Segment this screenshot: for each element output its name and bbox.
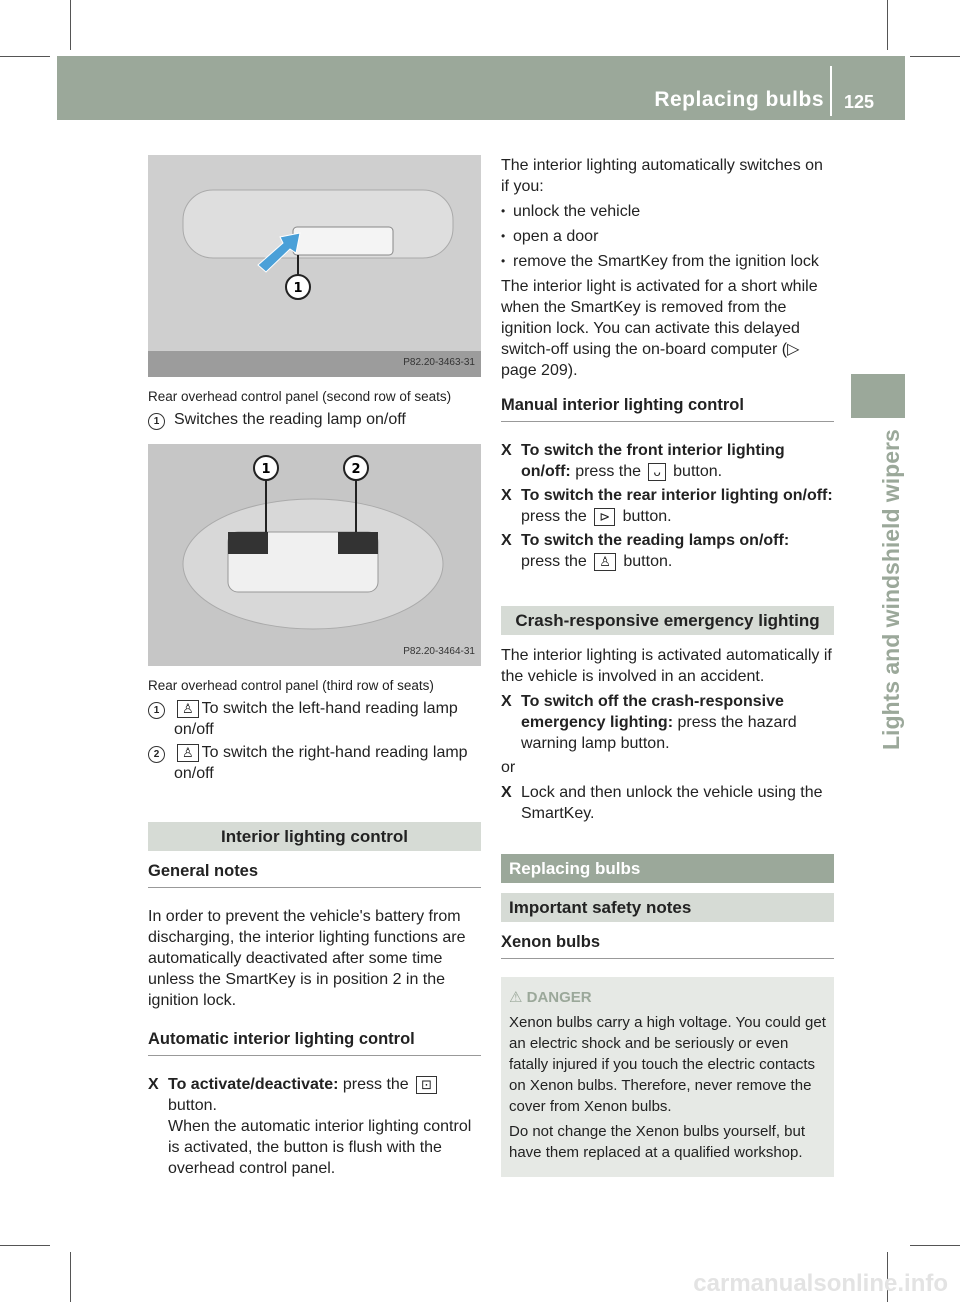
paragraph: In order to prevent the vehicle's battery from discharging, the interior lighting functions are automatically deactivated after some time unless the SmartKey is in position 2 in the ignition lock. (148, 908, 466, 1009)
photo-code: P82.20-3464-31 (403, 646, 475, 657)
callout-number: 1 (148, 702, 165, 719)
overhead-panel-illustration (148, 155, 481, 377)
page-number: 125 (844, 92, 875, 112)
reading-lamp-icon: ♙ (594, 553, 616, 571)
section-heading: Interior lighting control (148, 822, 481, 851)
instruction-step: X To switch the rear interior lighting on/off: press the ⊳ button. (501, 487, 833, 525)
page-reference[interactable]: (▷ page 209). (501, 341, 800, 379)
figure-caption: Rear overhead control panel (second row of seats) (148, 389, 452, 404)
warning-triangle-icon: ⚠ (509, 989, 523, 1006)
callout-number: 2 (148, 746, 165, 763)
step-marker-icon: X (501, 693, 512, 710)
bullet-item: • open a door (501, 228, 599, 245)
legend-text: To switch the right-hand reading lamp on/off (174, 744, 468, 782)
instruction-step: X To switch off the crash-responsive emergency lighting: press the hazard warning lamp button. (501, 693, 797, 752)
paragraph: The interior lighting is activated automatically if the vehicle is involved in an accident. (501, 647, 832, 685)
auto-lighting-icon: ⊡ (416, 1076, 437, 1094)
danger-box: ⚠ DANGER Xenon bulbs carry a high voltage. You could get an electric shock and be seriously or even fatally injured if you touch the electric contacts on Xenon bulbs. Therefore, never remove the cover from Xenon bulbs. Do not change the Xenon bulbs yourself, but have them replaced at a qualified workshop. (501, 977, 834, 1177)
reading-lamp-icon: ♙ (177, 700, 199, 718)
paragraph: Do not change the Xenon bulbs yourself, but have them replaced at a qualified workshop. (509, 1123, 806, 1161)
left-column (148, 155, 481, 1182)
step-marker-icon: X (501, 532, 512, 549)
paragraph: The interior light is activated for a short while when the SmartKey is removed from the ignition lock. You can activate this delayed switch-off using the on-board computer (501, 278, 818, 358)
svg-text:1: 1 (261, 462, 271, 477)
subsection-heading: Automatic interior lighting control (148, 1029, 481, 1056)
section-heading: Important safety notes (501, 893, 834, 922)
watermark: carmanualsonline.info (693, 1270, 948, 1297)
callout-number: 1 (148, 413, 165, 430)
instruction-step: X To activate/deactivate: press the ⊡ button. When the automatic interior lighting control is activated, the button is flush with the overhead control panel. (148, 1076, 472, 1177)
instruction-step: X To switch the front interior lighting on/off: press the ᴗ button. (501, 442, 785, 480)
reading-lamp-icon: ♙ (177, 744, 199, 762)
legend-item (148, 698, 481, 740)
paragraph: or (501, 759, 516, 776)
step-marker-icon: X (501, 784, 512, 801)
subsection-heading: Xenon bulbs (501, 932, 834, 959)
svg-text:1: 1 (293, 281, 303, 296)
section-heading: Crash-responsive emergency lighting (501, 606, 834, 635)
instruction-step: X Lock and then unlock the vehicle using the SmartKey. (501, 784, 823, 822)
step-label: To activate/deactivate: (168, 1076, 339, 1093)
right-column (501, 155, 834, 1177)
instruction-step: X To switch the reading lamps on/off: press the ♙ button. (501, 532, 790, 570)
paragraph: Xenon bulbs carry a high voltage. You could get an electric shock and be seriously or even fatally injured if you touch the electric contacts on Xenon bulbs. Therefore, never remove the cover from Xenon bulbs. (509, 1014, 826, 1115)
bullet-item: • remove the SmartKey from the ignition lock (501, 253, 819, 270)
header-separator (830, 66, 832, 116)
svg-text:2: 2 (351, 462, 361, 477)
step-marker-icon: X (501, 487, 512, 504)
rear-lighting-icon: ⊳ (594, 508, 615, 526)
step-marker-icon: X (148, 1076, 159, 1093)
chapter-heading: Replacing bulbs (501, 854, 834, 883)
legend-text: To switch the left-hand reading lamp on/off (174, 700, 458, 738)
subsection-heading: General notes (148, 861, 481, 888)
figure-caption: Rear overhead control panel (third row of seats) (148, 678, 434, 693)
photo-code: P82.20-3463-31 (403, 357, 475, 368)
front-lighting-icon: ᴗ (648, 463, 665, 481)
side-tab (851, 374, 905, 418)
legend-text: Switches the reading lamp on/off (174, 411, 406, 428)
overhead-panel-illustration (148, 444, 481, 666)
bullet-item: • unlock the vehicle (501, 203, 641, 220)
legend-item (148, 742, 481, 784)
overhead-panel-photo-2 (148, 444, 481, 666)
paragraph: The interior lighting automatically switches on if you: (501, 157, 823, 195)
chapter-label: Lights and windshield wipers (878, 429, 904, 750)
page-title: Replacing bulbs (654, 88, 824, 111)
legend-item (148, 409, 481, 430)
subsection-heading: Manual interior lighting control (501, 395, 834, 422)
step-marker-icon: X (501, 442, 512, 459)
overhead-panel-photo-1 (148, 155, 481, 377)
